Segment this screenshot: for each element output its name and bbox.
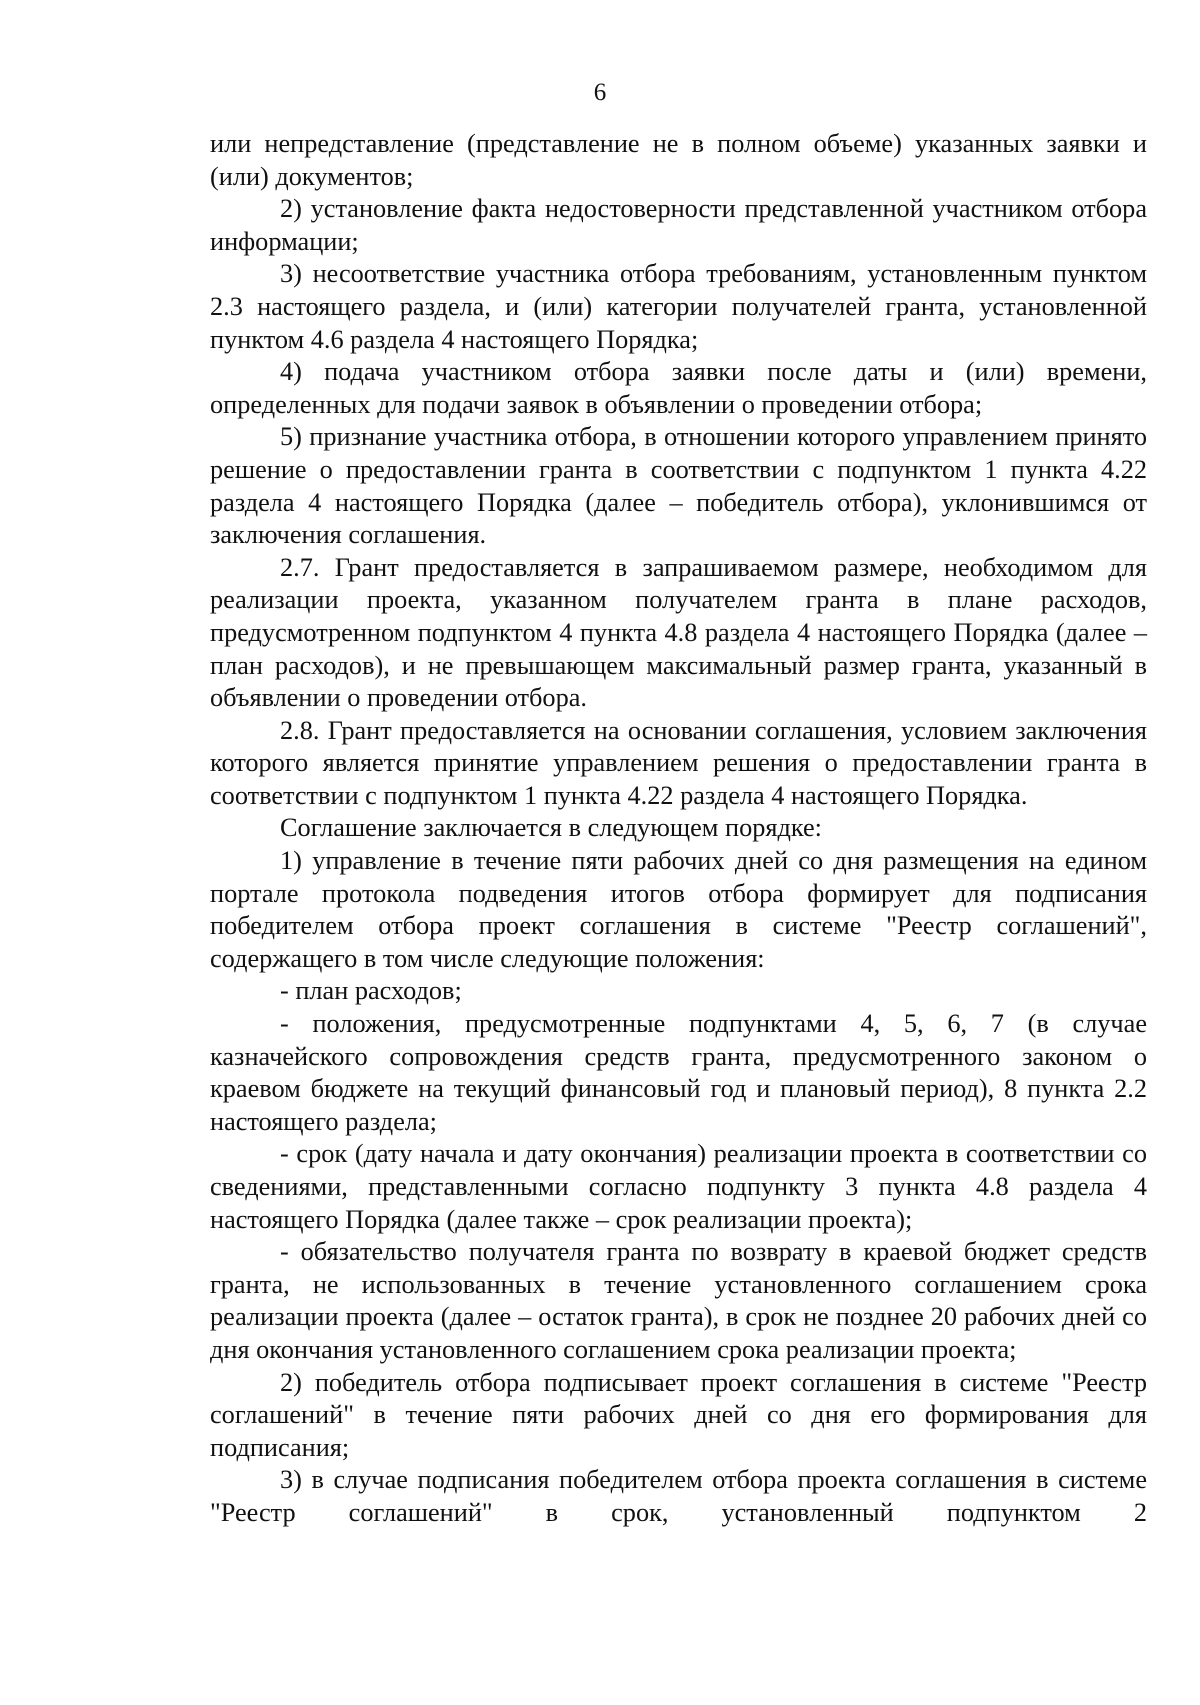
- page-number: 6: [593, 79, 607, 106]
- agreement-order-intro: Соглашение заключается в следующем порядке:: [280, 813, 822, 843]
- provision-return-obligation: - обязательство получателя гранта по возврату в краевой бюджет средств гранта, не использованных в течение установленного соглашением срока реализации проекта (далее – остаток гранта), в срок не позднее 20 рабочих дней со дня окончания установленного соглашением срока реализации проекта;: [210, 1237, 1147, 1364]
- document-body: [210, 128, 1147, 1530]
- provision-expense-plan: - план расходов;: [280, 976, 462, 1006]
- list-item-2: 2) установление факта недостоверности представленной участником отбора информации;: [210, 194, 1147, 256]
- agreement-step-2: 2) победитель отбора подписывает проект соглашения в системе "Реестр соглашений" в течение пяти рабочих дней со дня его формирования для подписания;: [210, 1367, 1147, 1462]
- agreement-step-3: 3) в случае подписания победителем отбора проекта соглашения в системе "Реестр соглашений" в срок, установленный подпунктом 2: [210, 1465, 1147, 1527]
- agreement-step-1: 1) управление в течение пяти рабочих дней со дня размещения на едином портале протокола подведения итогов отбора формирует для подписания победителем отбора проект соглашения в системе "Реестр соглашений", содержащего в том числе следующие положения:: [210, 846, 1147, 973]
- list-item-4: 4) подача участником отбора заявки после даты и (или) времени, определенных для подачи заявок в объявлении о проведении отбора;: [210, 357, 1147, 419]
- list-item-3: 3) несоответствие участника отбора требованиям, установленным пунктом 2.3 настоящего раздела, и (или) категории получателей гранта, установленной пунктом 4.6 раздела 4 настоящего Порядка;: [210, 259, 1147, 354]
- provision-project-term: - срок (дату начала и дату окончания) реализации проекта в соответствии со сведениями, представленными согласно подпункту 3 пункта 4.8 раздела 4 настоящего Порядка (далее также – срок реализации проекта);: [210, 1139, 1147, 1234]
- list-item-5: 5) признание участника отбора, в отношении которого управлением принято решение о предоставлении гранта в соответствии с подпунктом 1 пункта 4.22 раздела 4 настоящего Порядка (далее – победитель отбора), уклонившимся от заключения соглашения.: [210, 422, 1147, 550]
- clause-2-7: 2.7. Грант предоставляется в запрашиваемом размере, необходимом для реализации проекта, указанном получателем гранта в плане расходов, предусмотренном подпунктом 4 пункта 4.8 раздела 4 настоящего Порядка (далее – план расходов), и не превышающем максимальный размер гранта, указанный в объявлении о проведении отбора.: [210, 552, 1147, 713]
- paragraph-continuation: или непредставление (представление не в полном объеме) указанных заявки и (или) документов;: [210, 129, 1147, 191]
- clause-2-8: 2.8. Грант предоставляется на основании соглашения, условием заключения которого является принятие управлением решения о предоставлении гранта в соответствии с подпунктом 1 пункта 4.22 раздела 4 настоящего Порядка.: [210, 715, 1147, 810]
- provision-subpoints: - положения, предусмотренные подпунктами 4, 5, 6, 7 (в случае казначейского сопровождения средств гранта, предусмотренного законом о краевом бюджете на текущий финансовый год и плановый период), 8 пункта 2.2 настоящего раздела;: [210, 1009, 1147, 1136]
